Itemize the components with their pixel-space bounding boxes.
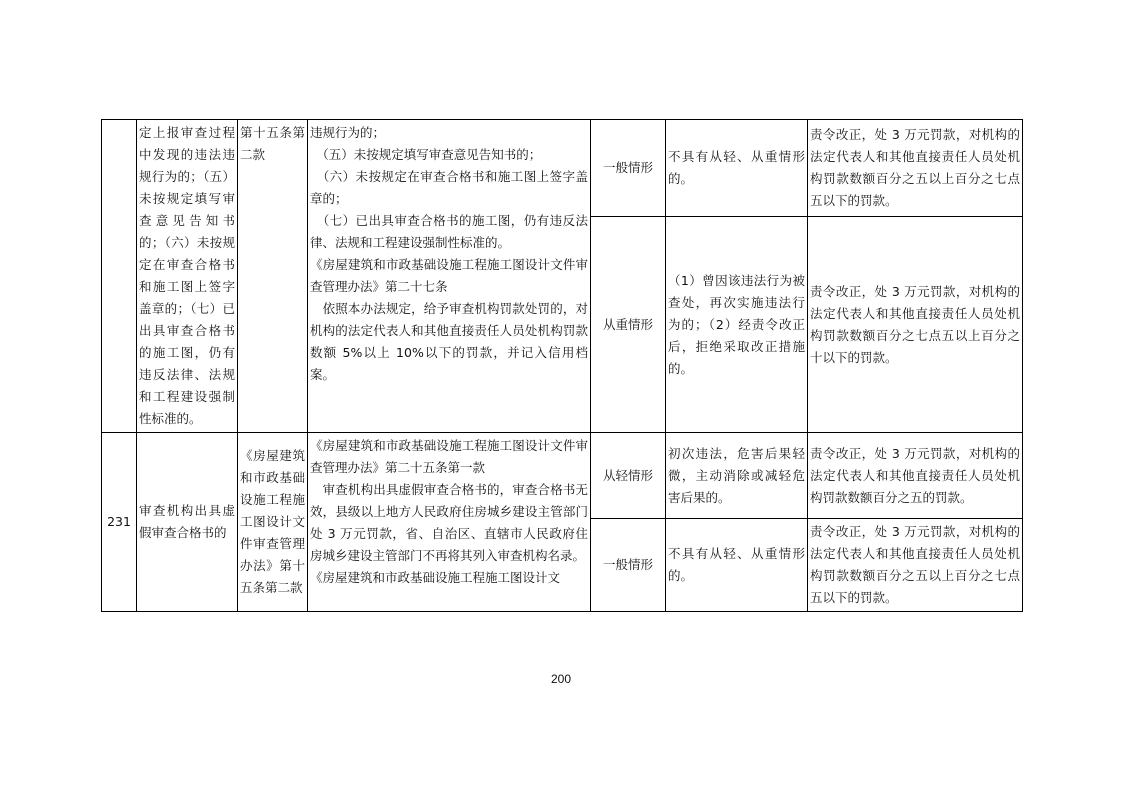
legal-basis-cell: 违规行为的； （五）未按规定填写审查意见告知书的； （六）未按规定在审查合格书和施工图上签字盖章的； （七）已出具审查合格书的施工图，仍有违反法律、法规和工程建设强制性标准的。 《房屋建筑和市政基础设施工程施工图设计文件审查管理办法》第二十七条 依照本办法规定，给予审查机构罚款处罚的，对机构的法定代表人和其他直接责任人员处机构罚款数额 5%以上 10%以下的罚款，并记入信用档案。	[308, 120, 591, 433]
penalty-cell: 责令改正，处 3 万元罚款，对机构的法定代表人和其他直接责任人员处机构罚款数额百分之五以上百分之七点五以下的罚款。	[808, 120, 1023, 217]
category-cell: 从轻情形	[591, 433, 666, 519]
penalty-standards-table	[101, 119, 1023, 612]
condition-cell: 初次违法，危害后果轻微，主动消除或减轻危害后果的。	[666, 433, 808, 519]
condition-cell: 不具有从轻、从重情形的。	[666, 120, 808, 217]
item-number-cell	[102, 120, 137, 433]
penalty-cell: 责令改正，处 3 万元罚款，对机构的法定代表人和其他直接责任人员处机构罚款数额百分之五以上百分之七点五以下的罚款。	[808, 519, 1023, 612]
legal-basis-cell: 《房屋建筑和市政基础设施工程施工图设计文件审查管理办法》第二十五条第一款 审查机构出具虚假审查合格书的，审查合格书无效，县级以上地方人民政府住房城乡建设主管部门处 3 万元罚款，省、自治区、直辖市人民政府住房城乡建设主管部门不再将其列入审查机构名录。 《房屋建筑和市政基础设施工程施工图设计文	[308, 433, 591, 612]
article-cell: 《房屋建筑和市政基础设施工程施工图设计文件审查管理办法》第十五条第二款	[238, 433, 308, 612]
penalty-cell: 责令改正，处 3 万元罚款，对机构的法定代表人和其他直接责任人员处机构罚款数额百分之五的罚款。	[808, 433, 1023, 519]
category-cell: 一般情形	[591, 120, 666, 217]
violation-cell: 定上报审查过程中发现的违法违规行为的；（五）未按规定填写审查意见告知书的；（六）未按规定在审查合格书和施工图上签字盖章的；（七）已出具审查合格书的施工图，仍有违反法律、法规和工程建设强制性标准的。	[137, 120, 238, 433]
category-cell: 一般情形	[591, 519, 666, 612]
page-number: 200	[550, 672, 572, 686]
article-cell: 第十五条第二款	[238, 120, 308, 433]
category-cell: 从重情形	[591, 217, 666, 433]
table-row	[102, 433, 1023, 519]
table-row	[102, 120, 1023, 217]
condition-cell: （1）曾因该违法行为被查处，再次实施违法行为的；（2）经责令改正后，拒绝采取改正措施的。	[666, 217, 808, 433]
condition-cell: 不具有从轻、从重情形的。	[666, 519, 808, 612]
violation-cell: 审查机构出具虚假审查合格书的	[137, 433, 238, 612]
item-number-cell: 231	[102, 433, 137, 612]
penalty-cell: 责令改正，处 3 万元罚款，对机构的法定代表人和其他直接责任人员处机构罚款数额百分之七点五以上百分之十以下的罚款。	[808, 217, 1023, 433]
